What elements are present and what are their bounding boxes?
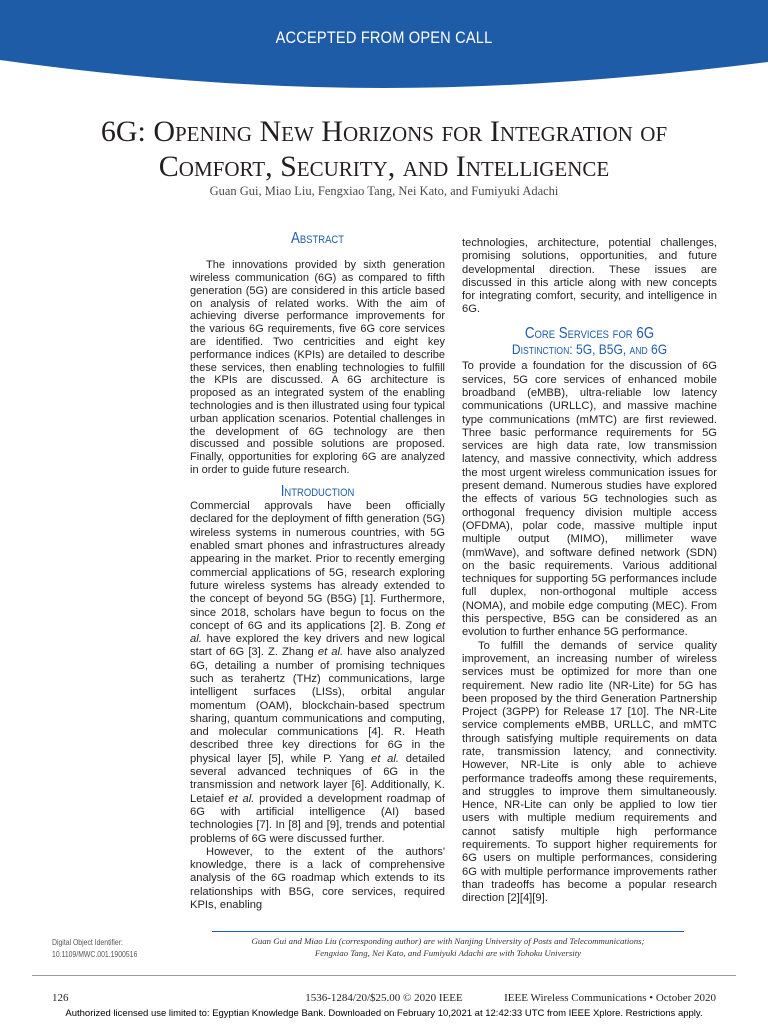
introduction-paragraph-2: However, to the extent of the authors' knowledge, there is a lack of comprehensive analysis of the 6G roadmap which extends to its relationships with B5G, core services, required KPIs, enabling xyxy=(190,845,445,912)
footnote-line-2: Fengxiao Tang, Nei Kato, and Fumiyuki Adachi are with Tohoku University xyxy=(314,948,582,958)
footer-divider xyxy=(32,975,736,976)
doi-block xyxy=(52,937,166,961)
abstract-heading: Abstract xyxy=(290,230,345,247)
abstract-body xyxy=(190,259,445,477)
left-column xyxy=(190,232,445,912)
doi-value: 10.1109/MWC.001.1900516 xyxy=(52,950,138,959)
title-line-1: 6G: Opening New Horizons for Integration of xyxy=(100,115,668,148)
abstract-text: The innovations provided by sixth generation wireless communication (6G) as compared to fifth generation (5G) are considered in this article based on analysis of related works. With the aim of achieving diverse performance improvements for the various 6G requirements, five 6G core services are identified. Two centricities and eight key performance indices (KPIs) are detailed to describe these services, then enabling technologies to fulfill the KPIs are discussed. A 6G architecture is proposed as an integrated system of the enabling technologies and is then illustrated using four typical urban application scenarios. Potential challenges in the development of 6G technology are then discussed and possible solutions are proposed. Finally, opportunities for exploring 6G are analyzed in order to guide future research. xyxy=(190,259,445,477)
doi-label: Digital Object Identifier: xyxy=(52,938,123,947)
core-services-paragraph-1: To provide a foundation for the discussion of 6G services, 5G core services of enhanced mobile broadband (eMBB), ultra-reliable low latency communications (URLLC), and massive machine type communications (mMTC) are first reviewed. Three basic performance requirements for 5G services are high data rate, low transmission latency, and massive connectivity, which address the most urgent wireless communication issues for present demand. Numerous studies have explored the effects of various 5G technologies such as orthogonal frequency division multiple access (OFDMA), polar code, massive multiple input multiple output (MIMO), millimeter wave (mmWave), and software defined network (SDN) on the basic requirements. Various additional techniques for supporting 5G performances include full duplex, non-orthogonal multiple access (NOMA), and mobile edge computing (MEC). From this perspective, B5G can be considered as an evolution to further enhance 5G performance. xyxy=(462,360,717,639)
issn-copyright: 1536-1284/20/$25.00 © 2020 IEEE xyxy=(305,992,463,1004)
right-column xyxy=(462,237,717,906)
introduction-paragraph-2-continued: technologies, architecture, potential challenges, promising solutions, opportunities, and future developmental direction. These issues are discussed in this article along with new concepts for integrating comfort, security, and intelligence in 6G. xyxy=(462,237,717,316)
license-notice: Authorized licensed use limited to: Egyptian Knowledge Bank. Downloaded on February 10,2021 at 12:42:33 UTC from IEEE Xplore. Restrictions apply. xyxy=(65,1008,703,1019)
title-line-2: Comfort, Security, and Intelligence xyxy=(158,150,610,183)
article-title xyxy=(30,114,738,184)
introduction-paragraph-1: Commercial approvals have been officially declared for the deployment of fifth generation (5G) wireless systems in numerous countries, with 5G enabled smart phones and infrastructures already appearing in the market. Prior to recently emerging commercial applications of 5G, research exploring future wireless systems has already extended to the concept of beyond 5G (B5G) [1]. Furthermore, since 2018, scholars have begun to focus on the concept of 6G and its applications [2]. B. Zong et al. have explored the key drivers and new logical start of 6G [3]. Z. Zhang et al. have also analyzed 6G, detailing a number of promising techniques such as terahertz (THz) communications, large intelligent surfaces (LISs), orbital angular momentum (OAM), blockchain-based spectrum sharing, quantum communications and computing, and molecular communications [4]. R. Heath described three key directions for 6G in the physical layer [5], while P. Yang et al. detailed several advanced techniques of 6G in the transmission and network layer [6]. Additionally, K. Letaief et al. provided a development roadmap of 6G with artificial intelligence (AI) based technologies [7]. In [8] and [9], trends and potential problems of 6G were discussed further. xyxy=(190,500,446,845)
introduction-heading: Introduction xyxy=(280,482,355,500)
page-number: 126 xyxy=(52,992,69,1004)
footnote-line-1: Guan Gui and Miao Liu (corresponding author) are with Nanjing University of Posts and Telecommunications; xyxy=(251,936,645,946)
author-list: Guan Gui, Miao Liu, Fengxiao Tang, Nei Kato, and Fumiyuki Adachi xyxy=(209,184,559,198)
core-services-paragraph-2: To fulfill the demands of service quality improvement, an increasing number of wireless services must be optimized for more than one requirement. New radio lite (NR-Lite) for 5G has been proposed by the third Generation Partnership Project (3GPP) for Release 17 [10]. The NR-Lite service complements eMBB, URLLC, and mMTC through satisfying multiple requirements on data rate, transmission latency, and connectivity. However, NR-Lite is only able to achieve performance tradeoffs among these requirements, and struggles to improve them simultaneously. Hence, NR-Lite can only be applied to low tier users with multiple medium requirements and cannot satisfy multiple high performance requirements. To support higher requirements for 6G users on multiple performances, considering 6G with multiple performance improvements rather than tradeoffs has become a popular research direction [2][4][9]. xyxy=(462,639,717,905)
journal-citation: IEEE Wireless Communications • October 2020 xyxy=(504,992,716,1004)
author-affiliation-footnote xyxy=(205,935,691,959)
header-banner xyxy=(0,0,768,92)
footnote-divider xyxy=(212,931,684,932)
banner-label: ACCEPTED FROM OPEN CALL xyxy=(275,28,493,47)
distinction-subheading: Distinction: 5G, B5G, and 6G xyxy=(511,341,668,358)
core-services-heading: Core Services for 6G xyxy=(524,324,655,342)
